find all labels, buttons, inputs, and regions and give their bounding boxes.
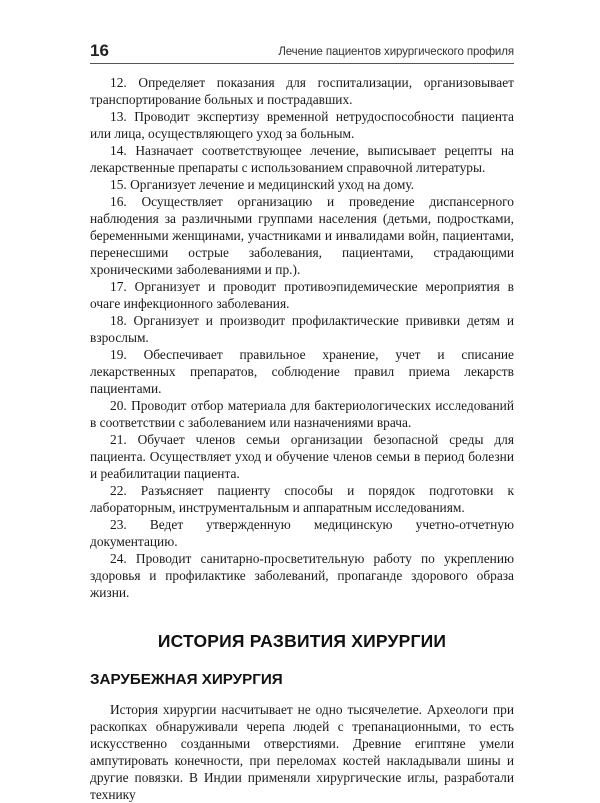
body-paragraph: История хирургии насчитывает не одно тысячелетие. Археологи при раскопках обнаруживали черепа людей с трепанационными, то есть искусственно созданными отверстиями. Древние египтяне умели ампутировать конечности, при переломах костей накладывали шины и другие повязки. В Индии применяли хирургические иглы, разработали технику bbox=[90, 702, 514, 802]
list-item: 15. Организует лечение и медицинский уход на дому. bbox=[110, 177, 415, 192]
list-item: 16. Осуществляет организацию и проведение диспансерного наблюдения за различными группами населения (детьми, подростками, беременными женщинами, участниками и инвалидами войн, пациентами, перенесшими острые заболевания, пациентами, страдающими хроническими заболеваниями и пр.). bbox=[90, 194, 514, 277]
page-number: 16 bbox=[90, 41, 109, 60]
list-item: 18. Организует и производит профилактические прививки детям и взрослым. bbox=[90, 313, 514, 345]
list-item: 24. Проводит санитарно-просветительную работу по укреплению здоровья и профилактике заболеваний, пропаганде здорового образа жизни. bbox=[90, 551, 514, 600]
list-item: 17. Организует и проводит противоэпидемические мероприятия в очаге инфекционного заболевания. bbox=[90, 279, 514, 311]
subsection-heading: ЗАРУБЕЖНАЯ ХИРУРГИЯ bbox=[90, 671, 283, 688]
list-item: 19. Обеспечивает правильное хранение, учет и списание лекарственных препаратов, соблюдение правил приема лекарств пациентами. bbox=[90, 347, 514, 396]
running-title: Лечение пациентов хирургического профиля bbox=[278, 46, 514, 58]
list-item: 22. Разъясняет пациенту способы и порядок подготовки к лабораторным, инструментальным и аппаратным исследованиям. bbox=[90, 483, 514, 515]
list-item: 13. Проводит экспертизу временной нетрудоспособности пациента или лица, осуществляющего уход за больным. bbox=[90, 109, 514, 141]
list-item: 21. Обучает членов семьи организации безопасной среды для пациента. Осуществляет уход и обучение членов семьи в период болезни и реабилитации пациента. bbox=[90, 432, 514, 481]
list-item: 12. Определяет показания для госпитализации, организовывает транспортирование больных и пострадавших. bbox=[90, 75, 514, 107]
list-item: 23. Ведет утвержденную медицинскую учетно-отчетную документацию. bbox=[90, 517, 514, 549]
section-heading: ИСТОРИЯ РАЗВИТИЯ ХИРУРГИИ bbox=[157, 631, 447, 651]
running-header bbox=[90, 41, 514, 64]
page-content bbox=[90, 74, 514, 803]
list-item: 20. Проводит отбор материала для бактериологических исследований в соответствии с заболеванием или назначениями врача. bbox=[90, 398, 514, 430]
list-item: 14. Назначает соответствующее лечение, выписывает рецепты на лекарственные препараты с использованием справочной литературы. bbox=[90, 143, 514, 175]
